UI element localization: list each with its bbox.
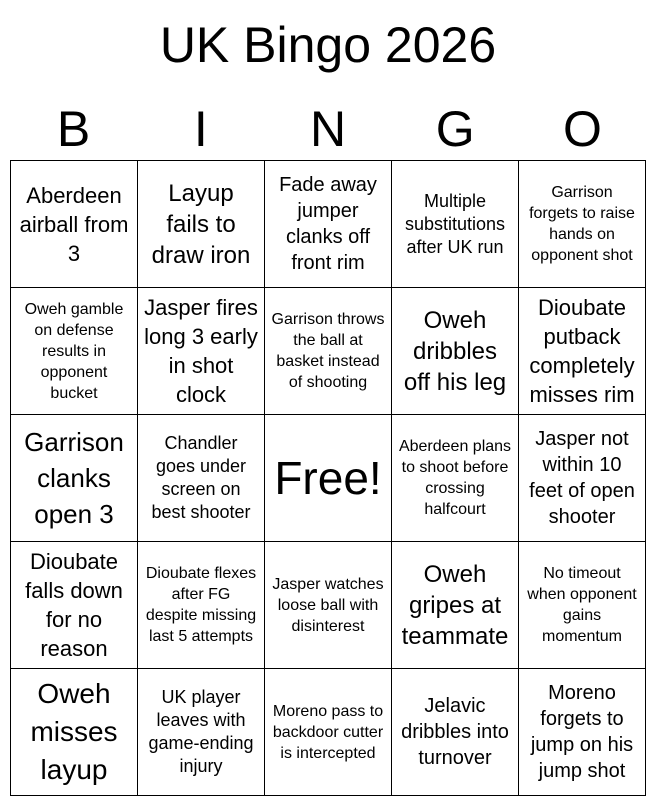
cell-text: Moreno pass to backdoor cutter is intercepted xyxy=(272,702,384,762)
letter-g: G xyxy=(435,101,475,157)
cell-text: Dioubate flexes after FG despite missing last 5 attempts xyxy=(145,565,257,645)
cell-text: Jasper watches loose ball with disinterest xyxy=(272,575,384,635)
cell-text: UK player leaves with game-ending injury xyxy=(148,687,254,776)
bingo-cell-r3c2[interactable] xyxy=(138,415,265,542)
cell-text: Oweh gripes at teammate xyxy=(401,560,509,650)
bingo-cell-r1c3[interactable] xyxy=(265,161,392,288)
bingo-cell-r2c4[interactable] xyxy=(392,288,519,415)
bingo-cell-r5c1[interactable] xyxy=(11,669,138,796)
bingo-header-letters xyxy=(10,98,646,160)
cell-text: Multiple substitutions after UK run xyxy=(404,190,506,257)
bingo-cell-r3c1[interactable] xyxy=(11,415,138,542)
cell-text: Moreno forgets to jump on his jump shot xyxy=(530,682,634,782)
cell-text: Oweh misses layup xyxy=(30,678,118,785)
cell-text: Layup fails to draw iron xyxy=(151,179,251,269)
cell-text: Garrison throws the ball at basket instead of shooting xyxy=(271,311,385,391)
bingo-cell-r3c4[interactable] xyxy=(392,415,519,542)
cell-text: No timeout when opponent gains momentum xyxy=(527,565,637,645)
bingo-cell-r4c2[interactable] xyxy=(138,542,265,669)
bingo-cell-r5c4[interactable] xyxy=(392,669,519,796)
bingo-cell-r2c5[interactable] xyxy=(519,288,646,415)
cell-text: Garrison clanks open 3 xyxy=(24,427,124,529)
bingo-cell-r1c1[interactable] xyxy=(11,161,138,288)
bingo-cell-r4c1[interactable] xyxy=(11,542,138,669)
cell-text: Jelavic dribbles into turnover xyxy=(401,695,509,769)
cell-text: Chandler goes under screen on best shooter xyxy=(151,433,251,522)
bingo-cell-r4c4[interactable] xyxy=(392,542,519,669)
cell-text: Jasper fires long 3 early in shot clock xyxy=(144,295,258,407)
bingo-cell-r4c3[interactable] xyxy=(265,542,392,669)
cell-text: Aberdeen airball from 3 xyxy=(19,182,129,266)
bingo-board xyxy=(10,160,646,796)
cell-text: Fade away jumper clanks off front rim xyxy=(279,174,377,274)
bingo-cell-free[interactable] xyxy=(265,415,392,542)
cell-text: Aberdeen plans to shoot before crossing halfcourt xyxy=(398,438,512,518)
cell-text: Garrison forgets to raise hands on opponent shot xyxy=(529,184,635,264)
bingo-cell-r2c3[interactable] xyxy=(265,288,392,415)
letter-o: O xyxy=(562,101,602,157)
bingo-title: UK Bingo 2026 xyxy=(159,17,497,73)
cell-text: Dioubate putback completely misses rim xyxy=(529,295,635,407)
cell-text: Free! xyxy=(274,452,382,504)
bingo-cell-r4c5[interactable] xyxy=(519,542,646,669)
letter-i: I xyxy=(193,101,208,157)
bingo-cell-r5c3[interactable] xyxy=(265,669,392,796)
letter-n: N xyxy=(309,101,347,157)
cell-text: Oweh dribbles off his leg xyxy=(403,306,507,396)
bingo-cell-r1c4[interactable] xyxy=(392,161,519,288)
letter-b: B xyxy=(56,101,91,157)
cell-text: Jasper not within 10 feet of open shooter xyxy=(529,428,635,528)
bingo-cell-r3c5[interactable] xyxy=(519,415,646,542)
bingo-cell-r2c1[interactable] xyxy=(11,288,138,415)
cell-text: Oweh gamble on defense results in opponent bucket xyxy=(24,300,124,402)
bingo-cell-r1c5[interactable] xyxy=(519,161,646,288)
bingo-cell-r5c5[interactable] xyxy=(519,669,646,796)
cell-text: Dioubate falls down for no reason xyxy=(25,549,123,661)
bingo-cell-r1c2[interactable] xyxy=(138,161,265,288)
bingo-cell-r2c2[interactable] xyxy=(138,288,265,415)
bingo-cell-r5c2[interactable] xyxy=(138,669,265,796)
